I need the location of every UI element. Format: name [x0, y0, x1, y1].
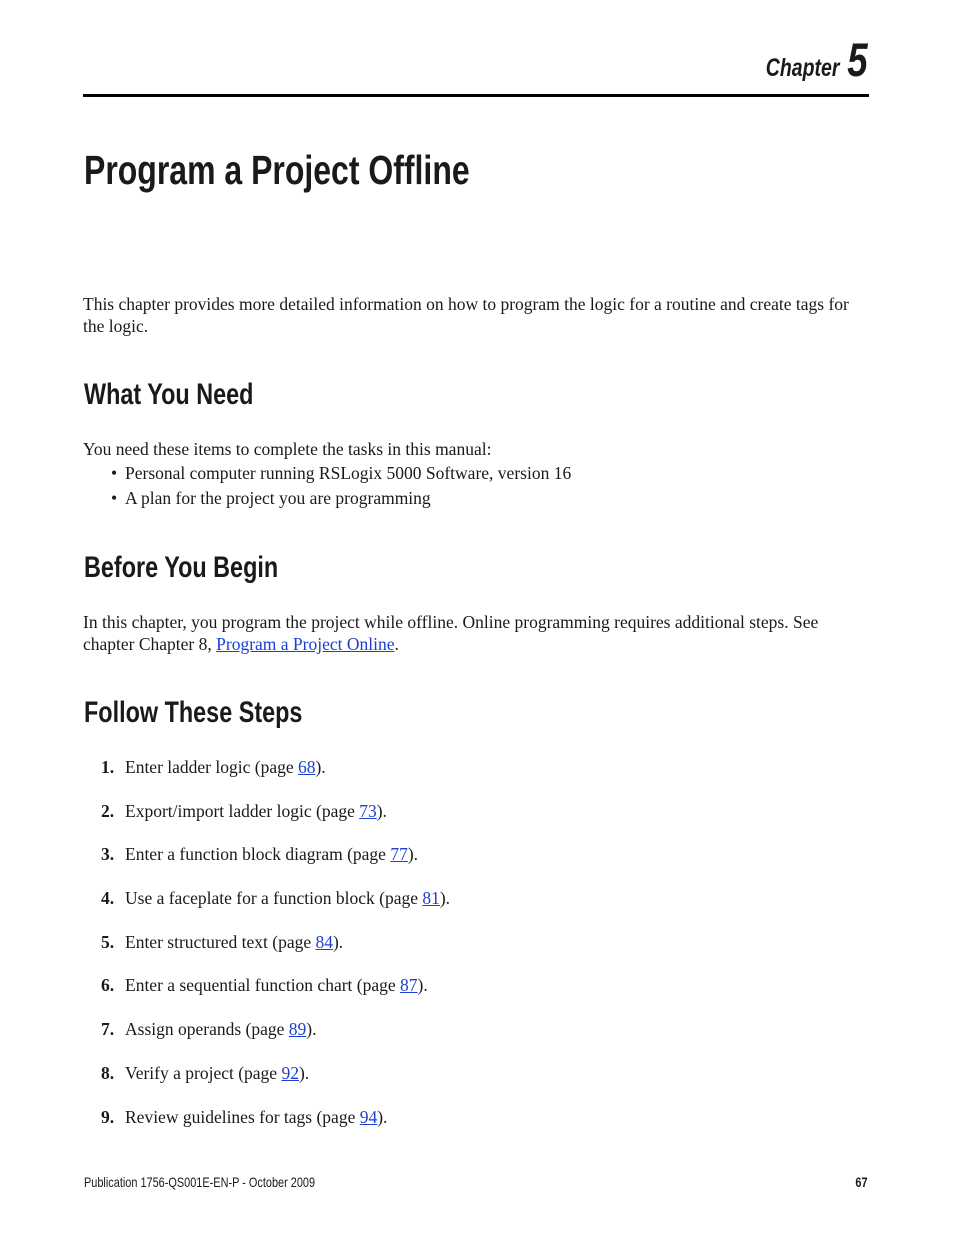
before-you-begin-text: In this chapter, you program the project while offline. Online programming requires additional steps. See chapter Chapter 8,	[83, 612, 819, 654]
step-number: 5.	[101, 931, 115, 952]
step-text: Enter ladder logic (page	[125, 757, 298, 777]
step-end: ).	[417, 975, 428, 996]
before-you-begin-paragraph	[83, 611, 869, 655]
step-end: ).	[332, 931, 344, 952]
step-end: ).	[376, 800, 387, 821]
page-link[interactable]: 81	[422, 888, 440, 909]
step-text: Export/import ladder logic (page	[125, 800, 360, 821]
step-item	[101, 1106, 450, 1150]
step-text: Enter a sequential function chart (page	[125, 975, 401, 996]
bullet: •	[111, 463, 118, 483]
section-heading-what-you-need: What You Need	[84, 378, 254, 411]
step-item	[101, 843, 450, 887]
step-end: ).	[439, 888, 451, 909]
chapter-label: Chapter	[766, 54, 840, 82]
step-end: ).	[315, 757, 326, 777]
what-you-need-intro: You need these items to complete the tasks in this manual:	[83, 439, 492, 459]
step-number: 4.	[101, 888, 115, 909]
step-text: Verify a project (page	[125, 1062, 282, 1083]
step-end: ).	[407, 844, 419, 865]
footer-publication: Publication 1756-QS001E-EN-P - October 2009	[84, 1174, 316, 1190]
page-link[interactable]: 84	[315, 931, 333, 952]
step-number: 6.	[101, 975, 115, 996]
page-link[interactable]: 92	[281, 1062, 299, 1083]
program-online-link[interactable]: Program a Project Online	[216, 634, 395, 654]
page-link[interactable]: 77	[390, 844, 408, 865]
chapter-divider	[83, 94, 869, 97]
step-end: ).	[377, 1106, 388, 1127]
section-heading-before-you-begin: Before You Begin	[84, 551, 279, 584]
step-number: 3.	[101, 844, 115, 865]
list-item	[111, 462, 571, 487]
step-item	[101, 1018, 450, 1062]
step-text: Enter structured text (page	[125, 931, 316, 952]
steps-list	[101, 756, 450, 1149]
step-text: Enter a function block diagram (page	[125, 844, 391, 865]
requirements-list	[111, 462, 571, 512]
step-text: Use a faceplate for a function block (page	[125, 888, 423, 909]
list-item	[111, 487, 571, 512]
step-text: Assign operands (page	[125, 1019, 289, 1040]
bullet: •	[111, 488, 118, 508]
step-end: ).	[298, 1062, 310, 1083]
list-item-text: Personal computer running RSLogix 5000 Software, version 16	[125, 463, 572, 483]
page-title: Program a Project Offline	[84, 147, 470, 193]
step-item	[101, 800, 450, 844]
step-item	[101, 756, 450, 800]
step-item	[101, 931, 450, 975]
step-text: Review guidelines for tags (page	[125, 1106, 360, 1127]
page-link[interactable]: 94	[359, 1106, 378, 1127]
step-item	[101, 1062, 450, 1106]
page-link[interactable]: 89	[288, 1019, 307, 1040]
section-heading-follow-steps: Follow These Steps	[84, 696, 303, 729]
period: .	[394, 634, 399, 654]
page-link[interactable]: 68	[297, 757, 316, 777]
step-number: 1.	[101, 757, 115, 777]
step-number: 8.	[101, 1062, 115, 1083]
chapter-number: 5	[847, 33, 868, 86]
footer-page-number: 67	[855, 1174, 868, 1190]
chapter-header	[766, 33, 868, 86]
page-link[interactable]: 87	[400, 975, 418, 996]
list-item-text: A plan for the project you are programming	[125, 488, 431, 508]
intro-paragraph: This chapter provides more detailed information on how to program the logic for a routine and create tags for the logic.	[83, 294, 849, 336]
page-link[interactable]: 73	[359, 800, 377, 821]
step-number: 9.	[101, 1106, 115, 1127]
step-number: 7.	[101, 1019, 115, 1040]
step-end: ).	[306, 1019, 317, 1040]
step-item	[101, 887, 450, 931]
step-number: 2.	[101, 800, 115, 821]
step-item	[101, 974, 450, 1018]
